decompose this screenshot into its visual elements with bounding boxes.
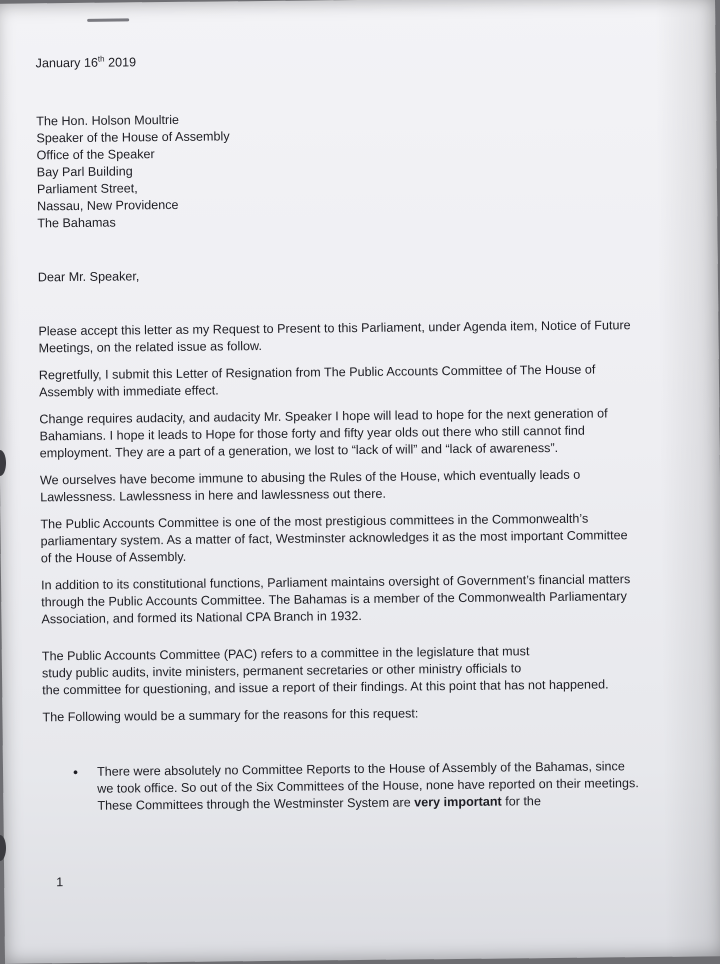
bullet-text: There were absolutely no Committee Reports to the House of Assembly of the Bahamas, since we took office. So out of the Six Committees of the House, none have reported on their meetings. These Committees through the Westminster System are [96, 759, 639, 813]
address-line: The Hon. Holson Moultrie [36, 112, 180, 129]
paragraph-rules: We ourselves have become immune to abusing the Rules of the House, which eventually leads o Lawlessness. Lawlessness in here and lawlessness out there. [39, 467, 581, 505]
address-line: Office of the Speaker [36, 147, 155, 163]
paragraph-resignation: Regretfully, I submit this Letter of Resignation from The Public Accounts Committee of The House of Assembly with immediate effect. [38, 362, 596, 400]
paragraph-oversight: In addition to its constitutional functions, Parliament maintains oversight of Government’s financial matters through the Public Accounts Committee. The Bahamas is a member of the Commonwealth Parliamentary Association, and formed its National CPA Branch in 1932. [41, 572, 631, 627]
reasons-list [43, 758, 644, 815]
address-line: Parliament Street, [36, 181, 138, 197]
address-line: The Bahamas [37, 215, 116, 231]
letter-date: January 16th 2019 [35, 54, 137, 71]
list-item [43, 758, 644, 815]
bullet-emphasis: very important [414, 794, 502, 810]
salutation: Dear Mr. Speaker, [37, 269, 140, 285]
bullet-marker: • [72, 763, 79, 781]
paragraph-pac-definition: The Public Accounts Committee (PAC) refers to a committee in the legislature that must study public audits, invite ministers, permanent secretaries or other ministry officials to the committee for questioning, and issue a report of their findings. At this point that has not happened. [41, 644, 609, 698]
bullet-tail: for the [501, 794, 541, 809]
recipient-address [36, 107, 637, 232]
top-mark [87, 18, 129, 21]
paragraph-pac-prestige: The Public Accounts Committee is one of the most prestigious committees in the Commonwealth’s parliamentary system. As a matter of fact, Westminster acknowledges it as the most important Committee of the House of Assembly. [40, 511, 628, 566]
address-line: Bay Parl Building [36, 164, 133, 180]
address-line: Speaker of the House of Assembly [36, 129, 230, 146]
paragraph-change: Change requires audacity, and audacity Mr. Speaker I hope will lead to hope for the next generation of Bahamians. I hope it leads to Hope for those forty and fifty year olds out there who still cannot find employment. They are a part of a generation, we lost to “lack of will” and “lack of awareness”. [39, 406, 608, 461]
address-line: Nassau, New Providence [37, 197, 179, 214]
letter-body [36, 49, 644, 815]
page-number: 1 [56, 875, 64, 890]
paragraph-request: Please accept this letter as my Request to Present to this Parliament, under Agenda item, Notice of Future Meetings, on the related issue as follow. [38, 318, 631, 356]
paragraph-summary-intro: The Following would be a summary for the reasons for this request: [42, 706, 419, 725]
